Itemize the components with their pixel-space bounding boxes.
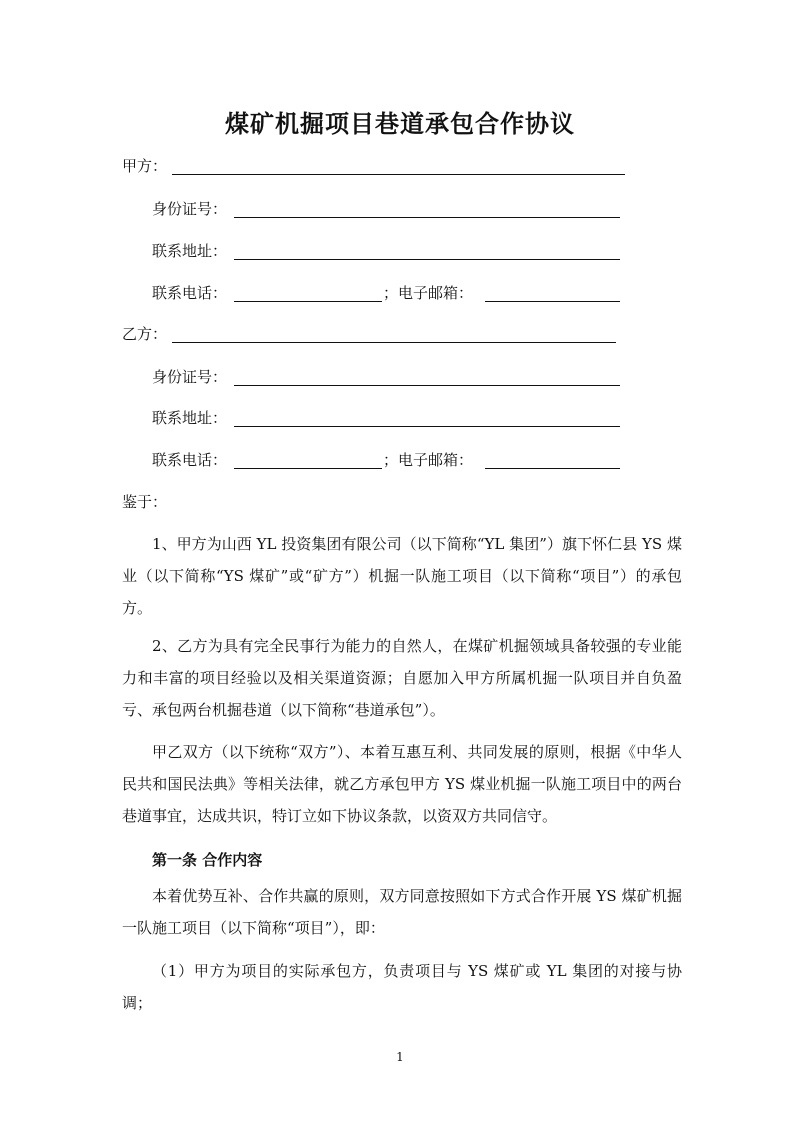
party-a-blank[interactable] (172, 174, 625, 175)
party-b-email-blank[interactable] (485, 468, 620, 469)
article-1-heading: 第一条 合作内容 (152, 851, 263, 869)
party-a-label: 甲方： (122, 157, 168, 175)
document-title: 煤矿机掘项目巷道承包合作协议 (225, 110, 575, 138)
party-a-email-blank[interactable] (485, 301, 620, 302)
party-b-email-label: ；电子邮箱： (383, 451, 474, 469)
party-a-address-blank[interactable] (234, 259, 620, 260)
article-1-item-1: （1）甲方为项目的实际承包方，负责项目与 YS 煤矿或 YL 集团的对接与协调； (122, 962, 682, 1012)
party-a-address-label: 联系地址： (152, 242, 228, 260)
party-b-id-blank[interactable] (234, 385, 620, 386)
party-b-address-label: 联系地址： (152, 409, 228, 427)
whereas-label: 鉴于： (122, 493, 168, 511)
party-b-address-blank[interactable] (234, 426, 620, 427)
paragraph-3: 甲乙双方（以下统称“双方”）、本着互惠互利、共同发展的原则，根据《中华人民共和国民法典》等相关法律，就乙方承包甲方 YS 煤业机掘一队施工项目中的两台巷道事宜，达成共识，特订立如下协议条款，以资双方共同信守。 (122, 743, 682, 825)
party-b-label: 乙方： (122, 325, 168, 343)
party-b-phone-label: 联系电话： (152, 451, 228, 469)
party-b-phone-blank[interactable] (234, 468, 382, 469)
party-b-blank[interactable] (172, 342, 616, 343)
party-a-phone-blank[interactable] (234, 301, 382, 302)
party-b-id-label: 身份证号： (152, 368, 228, 386)
party-a-id-blank[interactable] (234, 217, 620, 218)
paragraph-1: 1、甲方为山西 YL 投资集团有限公司（以下简称“YL 集团”）旗下怀仁县 YS 煤业（以下简称“YS 煤矿”或“矿方”）机掘一队施工项目（以下简称“项目”）的承包方。 (122, 535, 682, 617)
page-number: 1 (396, 1050, 404, 1064)
party-a-email-label: ；电子邮箱： (383, 284, 474, 302)
article-1-intro: 本着优势互补、合作共赢的原则，双方同意按照如下方式合作开展 YS 煤矿机掘一队施工项目（以下简称“项目”），即： (122, 887, 682, 937)
party-a-phone-label: 联系电话： (152, 284, 228, 302)
paragraph-2: 2、乙方为具有完全民事行为能力的自然人，在煤矿机掘领域具备较强的专业能力和丰富的项目经验以及相关渠道资源；自愿加入甲方所属机掘一队项目并自负盈亏、承包两台机掘巷道（以下简称“巷道承包”）。 (122, 637, 682, 719)
party-a-id-label: 身份证号： (152, 200, 228, 218)
